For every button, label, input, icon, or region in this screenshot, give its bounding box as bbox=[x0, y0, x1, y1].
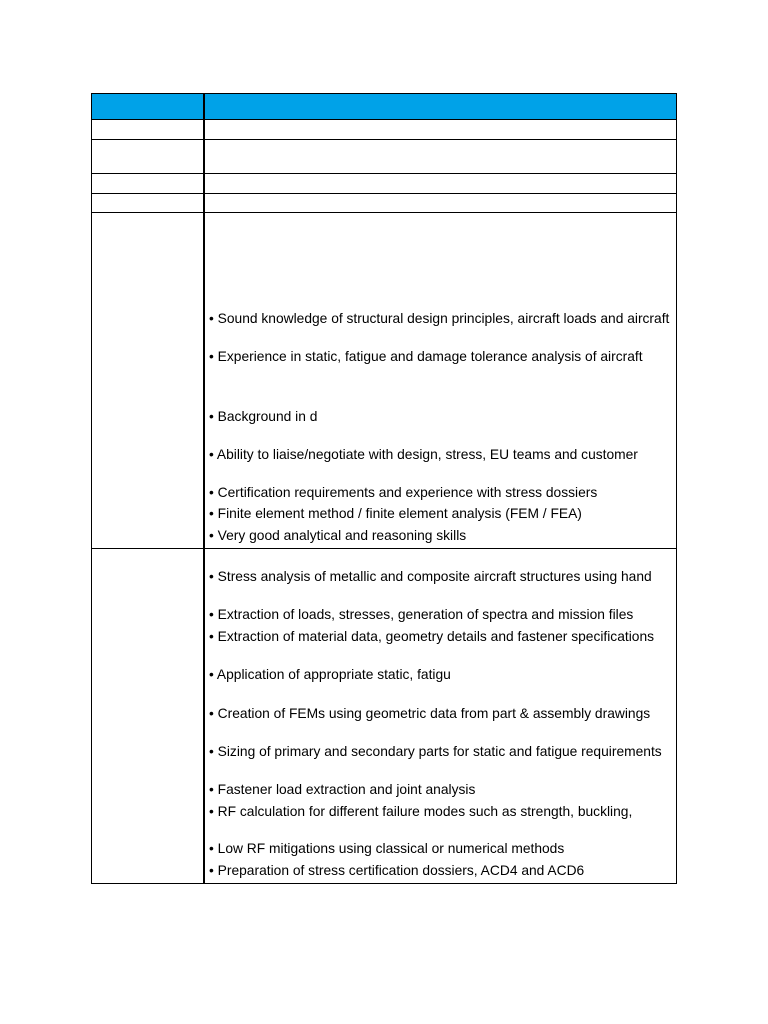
list-item: • Stress analysis of metallic and composite aircraft structures using hand bbox=[209, 569, 652, 584]
table-header-cell bbox=[92, 94, 205, 119]
table-row bbox=[92, 174, 676, 194]
table-header-cell bbox=[205, 94, 676, 119]
list-item: • Extraction of material data, geometry details and fastener specifications bbox=[209, 629, 655, 644]
list-item: • Finite element method / finite element analysis (FEM / FEA) bbox=[209, 506, 582, 521]
list-item: • Experience in static, fatigue and damage tolerance analysis of aircraft bbox=[209, 349, 643, 364]
table-cell-bullet-list bbox=[205, 213, 676, 548]
list-item: • Background in d bbox=[209, 409, 318, 424]
table-row bbox=[92, 549, 676, 883]
table-row bbox=[92, 194, 676, 213]
list-item: • Application of appropriate static, fatigu bbox=[209, 667, 451, 682]
list-item: • Sizing of primary and secondary parts for static and fatigue requirements bbox=[209, 744, 662, 759]
list-item: • Ability to liaise/negotiate with design, stress, EU teams and customer bbox=[209, 447, 638, 462]
table-cell bbox=[92, 549, 205, 883]
table-header-row bbox=[92, 94, 676, 120]
table-cell bbox=[92, 194, 205, 212]
table-cell bbox=[92, 120, 205, 139]
table-cell bbox=[205, 194, 676, 212]
table-cell bbox=[205, 174, 676, 193]
list-item: • RF calculation for different failure modes such as strength, buckling, bbox=[209, 804, 633, 819]
list-item: • Fastener load extraction and joint analysis bbox=[209, 782, 476, 797]
table bbox=[91, 93, 677, 884]
list-item: • Very good analytical and reasoning skills bbox=[209, 528, 467, 543]
table-cell-bullet-list bbox=[205, 549, 676, 883]
table-cell bbox=[205, 120, 676, 139]
table-row bbox=[92, 213, 676, 549]
table-cell bbox=[205, 140, 676, 173]
table-row bbox=[92, 140, 676, 174]
table-row bbox=[92, 120, 676, 140]
table-cell bbox=[92, 174, 205, 193]
list-item: • Creation of FEMs using geometric data from part & assembly drawings bbox=[209, 706, 651, 721]
list-item: • Extraction of loads, stresses, generation of spectra and mission files bbox=[209, 607, 634, 622]
list-item: • Low RF mitigations using classical or numerical methods bbox=[209, 841, 565, 856]
table-cell bbox=[92, 213, 205, 548]
list-item: • Preparation of stress certification dossiers, ACD4 and ACD6 bbox=[209, 863, 585, 878]
list-item: • Certification requirements and experience with stress dossiers bbox=[209, 485, 598, 500]
table-cell bbox=[92, 140, 205, 173]
list-item: • Sound knowledge of structural design principles, aircraft loads and aircraft bbox=[209, 311, 670, 326]
